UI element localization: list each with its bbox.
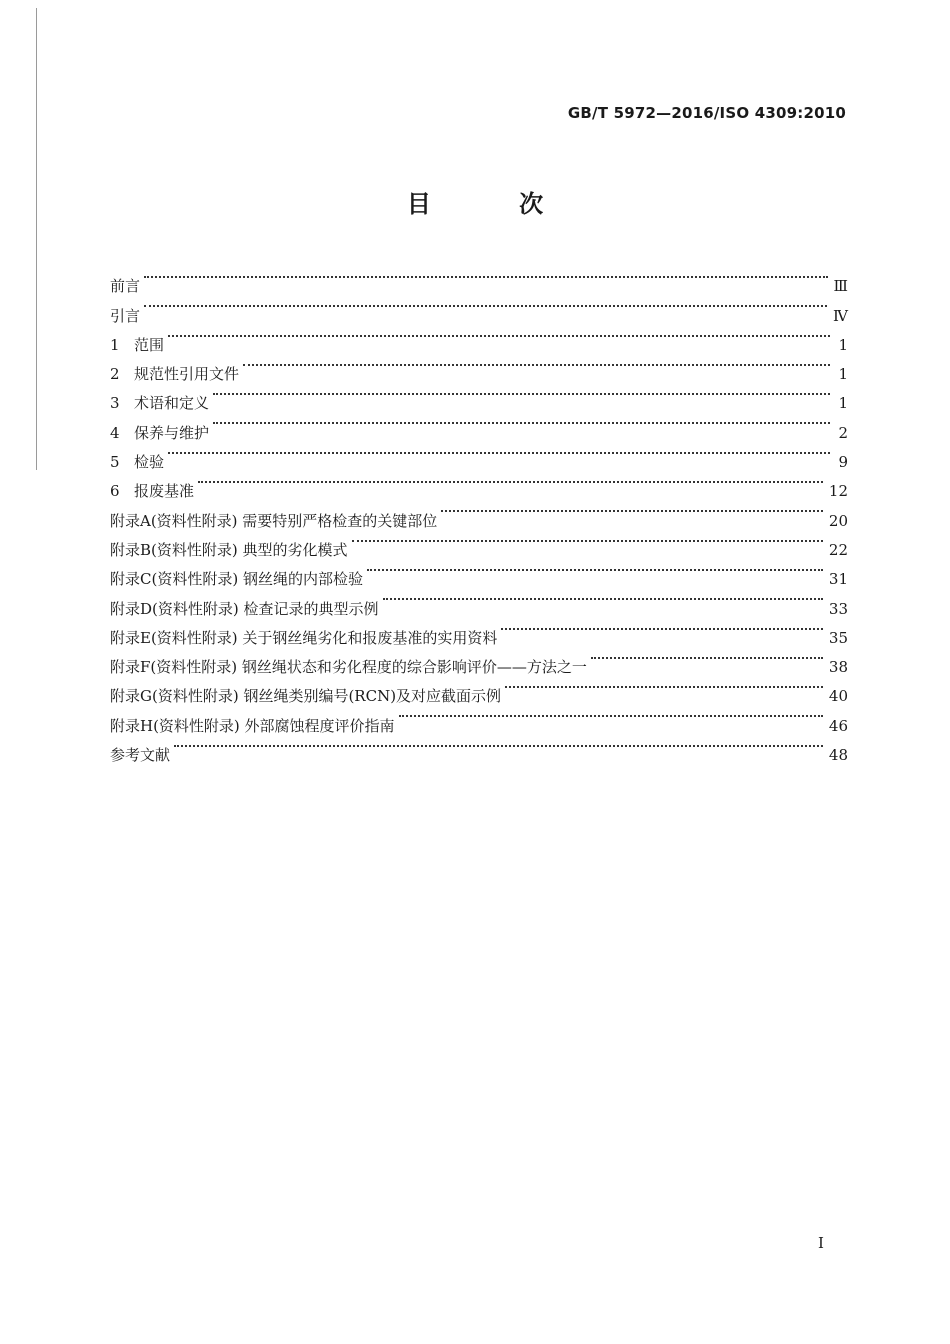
scan-edge-line (36, 8, 37, 470)
toc-dot-leader (168, 321, 830, 350)
toc-entry-text: 保养与维护 (134, 423, 210, 442)
toc-entry-page: Ⅲ (833, 277, 848, 296)
toc-entry[interactable] (110, 379, 848, 413)
toc-entry[interactable] (110, 350, 848, 384)
toc-dot-leader (591, 643, 823, 672)
toc-dot-leader (213, 408, 830, 437)
toc-dot-leader (367, 555, 823, 584)
toc-entry-number: 6 (110, 482, 120, 501)
toc-dot-leader (198, 467, 823, 496)
toc-dot-leader (383, 584, 823, 613)
toc-entry-page: 38 (828, 658, 848, 677)
toc-entry-text: 参考文献 (110, 746, 171, 765)
toc-entry-text: 附录H(资料性附录) 外部腐蚀程度评价指南 (110, 716, 395, 735)
toc-dot-leader (505, 672, 823, 701)
toc-dot-leader (501, 614, 822, 643)
toc-entry-text: 检验 (134, 453, 165, 472)
toc-entry-text: 前言 (110, 277, 141, 296)
toc-entry[interactable] (110, 291, 848, 325)
toc-dot-leader (399, 701, 823, 730)
toc-entry-page: 33 (828, 599, 848, 618)
toc-entry-text: 附录G(资料性附录) 钢丝绳类别编号(RCN)及对应截面示例 (110, 687, 502, 706)
toc-entry-label (110, 302, 144, 331)
toc-entry[interactable] (110, 408, 848, 442)
toc-entry[interactable] (110, 496, 848, 530)
toc-entry-label (110, 536, 352, 565)
toc-entry-text: 附录F(资料性附录) 钢丝绳状态和劣化程度的综合影响评价——方法之一 (110, 658, 587, 677)
toc-entry-page: 2 (838, 423, 848, 442)
table-of-contents (110, 262, 848, 765)
toc-dot-leader (144, 262, 828, 291)
toc-entry-page: 35 (828, 628, 848, 647)
toc-entry-page: 9 (838, 453, 848, 472)
toc-entry-page: 1 (838, 335, 848, 354)
toc-entry-page: 20 (828, 511, 848, 530)
toc-entry-text: 引言 (110, 306, 141, 325)
toc-entry[interactable] (110, 321, 848, 354)
toc-dot-leader (441, 496, 823, 525)
toc-entry-text: 附录C(资料性附录) 钢丝绳的内部检验 (110, 570, 363, 589)
toc-entry-page: 48 (828, 746, 848, 765)
toc-dot-leader (243, 350, 830, 379)
toc-dot-leader (144, 291, 827, 320)
toc-entry-label (110, 477, 198, 506)
toc-title: 目 次 (406, 190, 584, 218)
toc-entry-label (110, 331, 168, 360)
toc-entry[interactable] (110, 262, 848, 296)
toc-entry-page: Ⅳ (833, 306, 848, 325)
toc-entry-label (110, 565, 367, 594)
toc-entry-number: 2 (110, 365, 120, 384)
toc-entry-page: 1 (838, 394, 848, 413)
toc-entry[interactable] (110, 467, 848, 501)
toc-entry-page: 22 (828, 540, 848, 559)
toc-entry-text: 报废基准 (134, 482, 195, 501)
toc-entry-label (110, 448, 168, 477)
toc-dot-leader (174, 731, 823, 760)
toc-entry-text: 附录A(资料性附录) 需要特别严格检查的关键部位 (110, 511, 438, 530)
toc-entry-number: 5 (110, 453, 120, 472)
toc-entry-label (110, 389, 213, 418)
toc-entry-label (110, 624, 501, 653)
toc-entry-number: 3 (110, 394, 120, 413)
toc-entry-number: 4 (110, 423, 120, 442)
toc-entry-text: 附录E(资料性附录) 关于钢丝绳劣化和报废基准的实用资料 (110, 628, 498, 647)
toc-entry-text: 范围 (134, 335, 165, 354)
toc-dot-leader (352, 526, 823, 555)
toc-entry[interactable] (110, 438, 848, 472)
toc-entry-text: 术语和定义 (134, 394, 210, 413)
toc-entry-page: 46 (828, 716, 848, 735)
toc-entry[interactable] (110, 731, 848, 765)
toc-entry-text: 附录D(资料性附录) 检查记录的典型示例 (110, 599, 379, 618)
toc-entry-page: 40 (828, 687, 848, 706)
page-number: I (818, 1234, 824, 1252)
toc-entry-text: 规范性引用文件 (134, 365, 240, 384)
toc-entry-label (110, 595, 383, 624)
toc-entry-page: 12 (828, 482, 848, 501)
toc-dot-leader (168, 438, 830, 467)
toc-entry-page: 1 (838, 365, 848, 384)
standard-code: GB/T 5972—2016/ISO 4309:2010 (567, 104, 846, 122)
toc-entry-label (110, 741, 174, 770)
toc-entry-label (110, 272, 144, 301)
toc-entry-text: 附录B(资料性附录) 典型的劣化模式 (110, 540, 348, 559)
toc-dot-leader (213, 379, 830, 408)
toc-entry-page: 31 (828, 570, 848, 589)
toc-entry-number: 1 (110, 335, 120, 354)
